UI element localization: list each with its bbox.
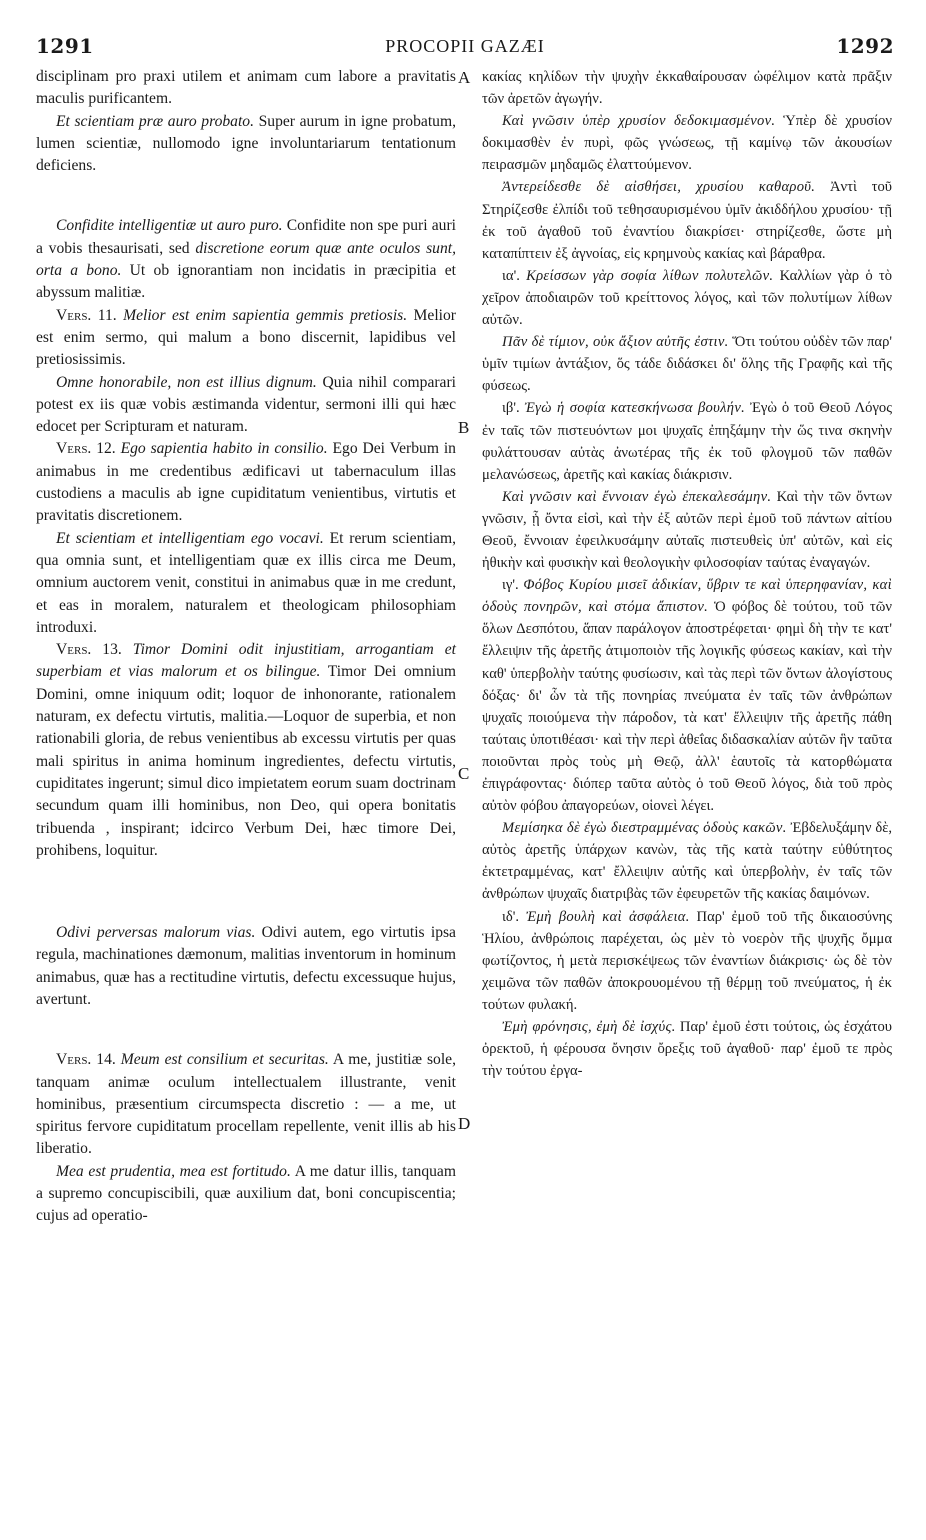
greek-paragraph (482, 110, 892, 176)
page-number-left: 1291 (36, 34, 94, 58)
greek-lemma: Πᾶν δὲ τίμιον, οὐκ ἄξιον αὐτῆς ἐστιν. (502, 334, 729, 351)
latin-lemma: discretione eorum quæ ante oculos sunt, orta a bono. (36, 239, 456, 280)
latin-commentary: A me datur illis, tanquam a supremo concupiscibili, quæ auxilium dat, boni concupiscentia; cujus ad operatio- (36, 1162, 456, 1225)
verse-number: ιγ'. (502, 577, 519, 594)
verse-number: ια'. (502, 267, 520, 284)
latin-commentary: Odivi autem, ego virtutis ipsa regula, machinationes dæmonum, malitias inventorum in hominum animabus, quæ has a rectitudine virtutis, defectu excessuque hujus, avertunt. (36, 924, 456, 1008)
greek-commentary: Ἀντὶ τοῦ Στηρίζεσθε ἐλπίδι τοῦ τεθησαυρισμένου ὑμῖν ἀκιδδήλου χρυσίου· τῇ ἐκ τοῦ ἀγαθοῦ τοῦ ἐναντίου διακρίσει· στηρίζεσθε, ὥστε μὴ καταπίπτειν ἐξ ἀγνοίας, εἰς κρημνοὺς κακίας καὶ βάραθρα. (482, 179, 892, 262)
greek-commentary: Ἐγὼ ὁ τοῦ Θεοῦ Λόγος ἐν ταῖς τῶν πιστευόντων μοι ψυχαῖς ἐπηξάμην τὴν ὥς τινα σκηνὴν φυλάττουσαν αὐτὰς ἀνωτέρας τῆς ἐκ τοῦ φλογμοῦ τῶν παθῶν μελανώσεως, ἀρετῆς καὶ κακίας διάκρισιν. (482, 400, 892, 483)
latin-lemma: Omne honorabile, non est illius dignum. (56, 373, 317, 391)
greek-lemma: Ἐμὴ φρόνησις, ἐμὴ δὲ ἰσχύς. (502, 1019, 676, 1036)
latin-commentary: Et rerum scientiam, qua omnia sunt, et intelligentiam quæ ex illis circa me Deum, omnium auctorem venit, constitui in animabus quæ in me credunt, et eas in moralem, naturalem et theologicam philosophiam introduxi. (36, 529, 456, 636)
latin-paragraph: disciplinam pro praxi utilem et animam cum labore a pravitatis maculis purificantem. (36, 68, 456, 108)
latin-commentary: Melior est enim sermo, qui malum a bono discernit, lapidibus vel pretiosissimis. (36, 306, 456, 369)
verse-label: Vers. 14. (56, 1051, 116, 1069)
latin-commentary: Ut ob ignorantiam non incidatis in præcipitia et abyssum malitiæ. (36, 262, 456, 302)
greek-commentary: Παρ' ἐμοῦ τοῦ τῆς δικαιοσύνης Ἡλίου, ἀνθρώποις παρέχεται, ὡς μὲν τὸ νοερὸν τῆς ψυχῆς ὄμμα φωτίζοντος, ἡ μετὰ περισκέψεως τῶν ἐναντίων διάκρισις· ὡς δὲ τὸν χειμῶνα τῶν παθῶν ἀποκρουομένου τῇ θέρμῃ τοῦ πνεύματος, ἡ ἐκ τούτων φυλακή. (482, 908, 892, 1013)
greek-paragraph (482, 486, 892, 574)
greek-commentary: Καλλίων γὰρ ὁ τὸ χεῖρον ἀποδιαιρῶν τοῦ κρείττονος λόγος, καὶ τῶν πολυτίμων λίθων αὐτῶν. (482, 267, 892, 329)
latin-lemma: Ego sapientia habito in consilio. (120, 440, 328, 458)
greek-commentary: Παρ' ἐμοῦ ἐστι τούτοις, ὡς ἐσχάτου ὀρεκτοῦ, ἡ φέρουσα ὄνησιν ὄρεξις τοῦ ἀγαθοῦ· παρ' ἐμοῦ τε πρὸς τὴν τούτου ἐργα- (482, 1019, 892, 1080)
greek-paragraph (482, 906, 892, 1016)
latin-lemma: Odivi perversas malorum vias. (56, 924, 256, 942)
greek-commentary: Καὶ τὴν τῶν ὄντων γνῶσιν, ᾗ ὄντα εἰσὶ, καὶ τὴν ἐξ αὐτῶν περὶ ἐμοῦ τοῦ πάντων αἰτίου Θεοῦ, ἔννοιαν ἐφειλκυσάμην αὐταῖς πιστευθεὶς ὑπ' αὐτῶν, καὶ εἰς ἠθικὴν καὶ φυσικὴν καὶ θεολογικὴν φιλοσοφίαν ταύτας ἐναγαγών. (482, 488, 892, 572)
latin-commentary: Confidite non spe puri auri a vobis thesaurisati, sed (36, 217, 456, 257)
latin-paragraph (36, 639, 456, 862)
margin-letter-b: B (458, 418, 470, 437)
greek-paragraph: κακίας κηλίδων τὴν ψυχὴν ἐκκαθαίρουσαν ὠφέλιμον κατὰ πρᾶξιν τῶν ἀρετῶν ἀγωγήν. (482, 69, 892, 108)
page-header (36, 34, 894, 64)
verse-label: Vers. 13. (56, 641, 122, 659)
latin-paragraph (36, 438, 456, 527)
greek-commentary: Ὑπὲρ δὲ χρυσίον δοκιμασθὲν ἐν πυρὶ, φῶς γνώσεως, τῇ καμίνῳ τῶν ἀκουσίων πειρασμῶν μηδαμῶς ἐλαττούμενον. (482, 113, 892, 174)
greek-lemma: Ἐμὴ βουλὴ καὶ ἀσφάλεια. (525, 908, 690, 925)
greek-paragraph (482, 397, 892, 485)
latin-column (36, 66, 456, 1228)
latin-paragraph (36, 922, 456, 1011)
latin-lemma: Et scientiam et intelligentiam ego vocavi. (56, 529, 324, 547)
greek-commentary: Ὁ φόβος δὲ τούτου, τοῦ τῶν ὅλων Δεσπότου, ἅπαν παράλογον ἀποστρέφεται· φημὶ δὴ τὴν τε κατ' ἔλλειψιν τῆς ἀρετῆς ἀτιμοποιὸν τῆς λογικῆς φύσεως κακίαν, καὶ τὴν καθ' ὑπερβολὴν ταύτης φυσίωσιν, καὶ τὰς περὶ τῶν ὄντων ἀλογίστους δόξας· δι' ὧν τὰ τῆς πονηρίας πνεύματα ἐν ταῖς τῶν ἀνθρώπων ψυχαῖς ποιούμενα τὴν πάροδον, τὰ κατ' ἔλλειψιν τῆς ἀρετῆς πάθη ταύταις ὑποτιθέασι· καὶ τὴν περὶ ἀθεΐας διδασκαλίαν αὐτῶν ἣν ταῦτα ποιοῦνται πρὸς τοὺς μὴ Θεῷ, ἀλλ' ἑαυτοῖς τὰ κατορθώματα ἐπιγράφοντας· διόπερ ταῦτα αὐτὸς ὁ τοῦ Θεοῦ λόγος, διὰ τοῦ πρὸς αὐτὸν φόβου ἀπαγορεύων, οἱονεὶ λέγει. (482, 599, 892, 815)
greek-paragraph (482, 331, 892, 397)
greek-column (482, 66, 892, 1082)
latin-paragraph (36, 528, 456, 639)
verse-number: ιδ'. (502, 908, 520, 925)
greek-paragraph (482, 265, 892, 331)
margin-letter-c: C (458, 764, 470, 783)
greek-paragraph (482, 176, 892, 264)
greek-paragraph (482, 1016, 892, 1082)
latin-lemma: Meum est consilium et securitas. (120, 1051, 329, 1069)
latin-lemma: Melior est enim sapientia gemmis pretiosis. (123, 306, 408, 324)
latin-paragraph (36, 305, 456, 372)
greek-lemma: Φόβος Κυρίου μισεῖ ἀδικίαν, ὕβριν τε καὶ ὑπερηφανίαν, καὶ ὁδοὺς πονηρῶν, καὶ στόμα ἄπιστον. (482, 577, 892, 616)
page-number-right: 1292 (836, 34, 894, 58)
latin-lemma: Mea est prudentia, mea est fortitudo. (56, 1162, 291, 1180)
greek-lemma: Ἀντερείδεσθε δὲ αἰσθήσει, χρυσίου καθαροῦ. (502, 179, 816, 196)
latin-commentary: Quia nihil comparari potest ex iis quæ vobis æstimanda videntur, sermoni illi qui hæc edocet per Scripturam et naturam. (36, 373, 457, 436)
latin-paragraph (36, 372, 456, 439)
greek-lemma: Καὶ γνῶσιν καὶ ἔννοιαν ἐγὼ ἐπεκαλεσάμην. (502, 488, 772, 505)
greek-lemma: Κρείσσων γὰρ σοφία λίθων πολυτελῶν. (526, 267, 774, 284)
latin-paragraph (36, 111, 456, 178)
latin-paragraph (36, 215, 456, 304)
greek-commentary: Ἐβδελυξάμην δὲ, αὐτὸς ἀρετῆς ὑπάρχων κανὼν, τὰς τῆς κατὰ ταύτην εὐθύτητος ἐκτετραμμένας, κατ' ἔλλειψιν αὐτῆς καὶ ὑπερβολὴν, ἐν ταῖς τῶν ἀνθρώπων ψυχαῖς διατριβὰς τῶν ἐφευρετῶν τῆς κακίας δαιμόνων. (482, 820, 892, 903)
latin-commentary: A me, justitiæ sole, tanquam animæ oculum intellectualem illustrante, venit hominibus, præsentium circumspecta discretio : — a me, ut spiritus fervore cupiditatum procellam repellente, venit illis ab his liberatio. (36, 1051, 456, 1158)
latin-commentary: Timor Dei omnium Domini, omne iniquum odit; loquor de inhonorante, rationalem naturam, ex defectu virtutis, malitia.—Loquor de superbia, et non rationabili gloria, de rebus venientibus ab excessu virtutis per quas mali spiritus in anima hominum ingredientes, defectu virtutis, cupiditates ingerunt; simul dico impietatem eorum suam doctrinam secundum quam illi hominibus, non Deo, qui opera bonitatis tribuenda , inspirant; idcirco Verbum Dei, hæc timore Dei, prohibens, loquitur. (36, 663, 456, 859)
verse-label: Vers. 11. (56, 306, 117, 324)
latin-commentary: Ego Dei Verbum in animabus in me credentibus ædificavi ut tabernaculum illas custodiens a maculis ab igne cupiditatum venientibus, virtutis et pravitatis discretionem. (36, 440, 456, 525)
latin-lemma: Confidite intelligentiæ ut auro puro. (56, 217, 283, 235)
verse-label: Vers. 12. (56, 440, 116, 458)
greek-commentary: Ὅτι τούτου οὐδὲν τῶν παρ' ὑμῖν τιμίων ἀντάξιον, ὅς τάδε διδάσκει δι' ὅλης τῆς Γραφῆς καὶ τῆς φύσεως. (482, 334, 892, 395)
greek-lemma: Ἐγὼ ἡ σοφία κατεσκήνωσα βουλήν. (524, 400, 746, 417)
margin-letter-a: A (458, 68, 471, 87)
latin-paragraph (36, 1161, 456, 1228)
greek-lemma: Μεμίσηκα δὲ ἐγὼ διεστραμμένας ὁδοὺς κακῶν. (502, 820, 787, 837)
latin-commentary: Super aurum in igne probatum, lumen scientiæ, nullomodo igne involuntariarum tentationum deficiens. (36, 112, 456, 175)
margin-letter-d: D (458, 1114, 471, 1133)
latin-lemma: Timor Domini odit injustitiam, arrogantiam et superbiam et vias malorum et os bilingue. (36, 641, 457, 681)
greek-paragraph (482, 817, 892, 905)
latin-lemma: Et scientiam præ auro probato. (56, 112, 254, 130)
latin-paragraph (36, 1049, 456, 1160)
greek-paragraph (482, 574, 892, 817)
greek-lemma: Καὶ γνῶσιν ὑπὲρ χρυσίον δεδοκιμασμένον. (502, 113, 776, 130)
running-title: PROCOPII GAZÆI (385, 36, 545, 56)
verse-number: ιβ'. (502, 400, 520, 417)
